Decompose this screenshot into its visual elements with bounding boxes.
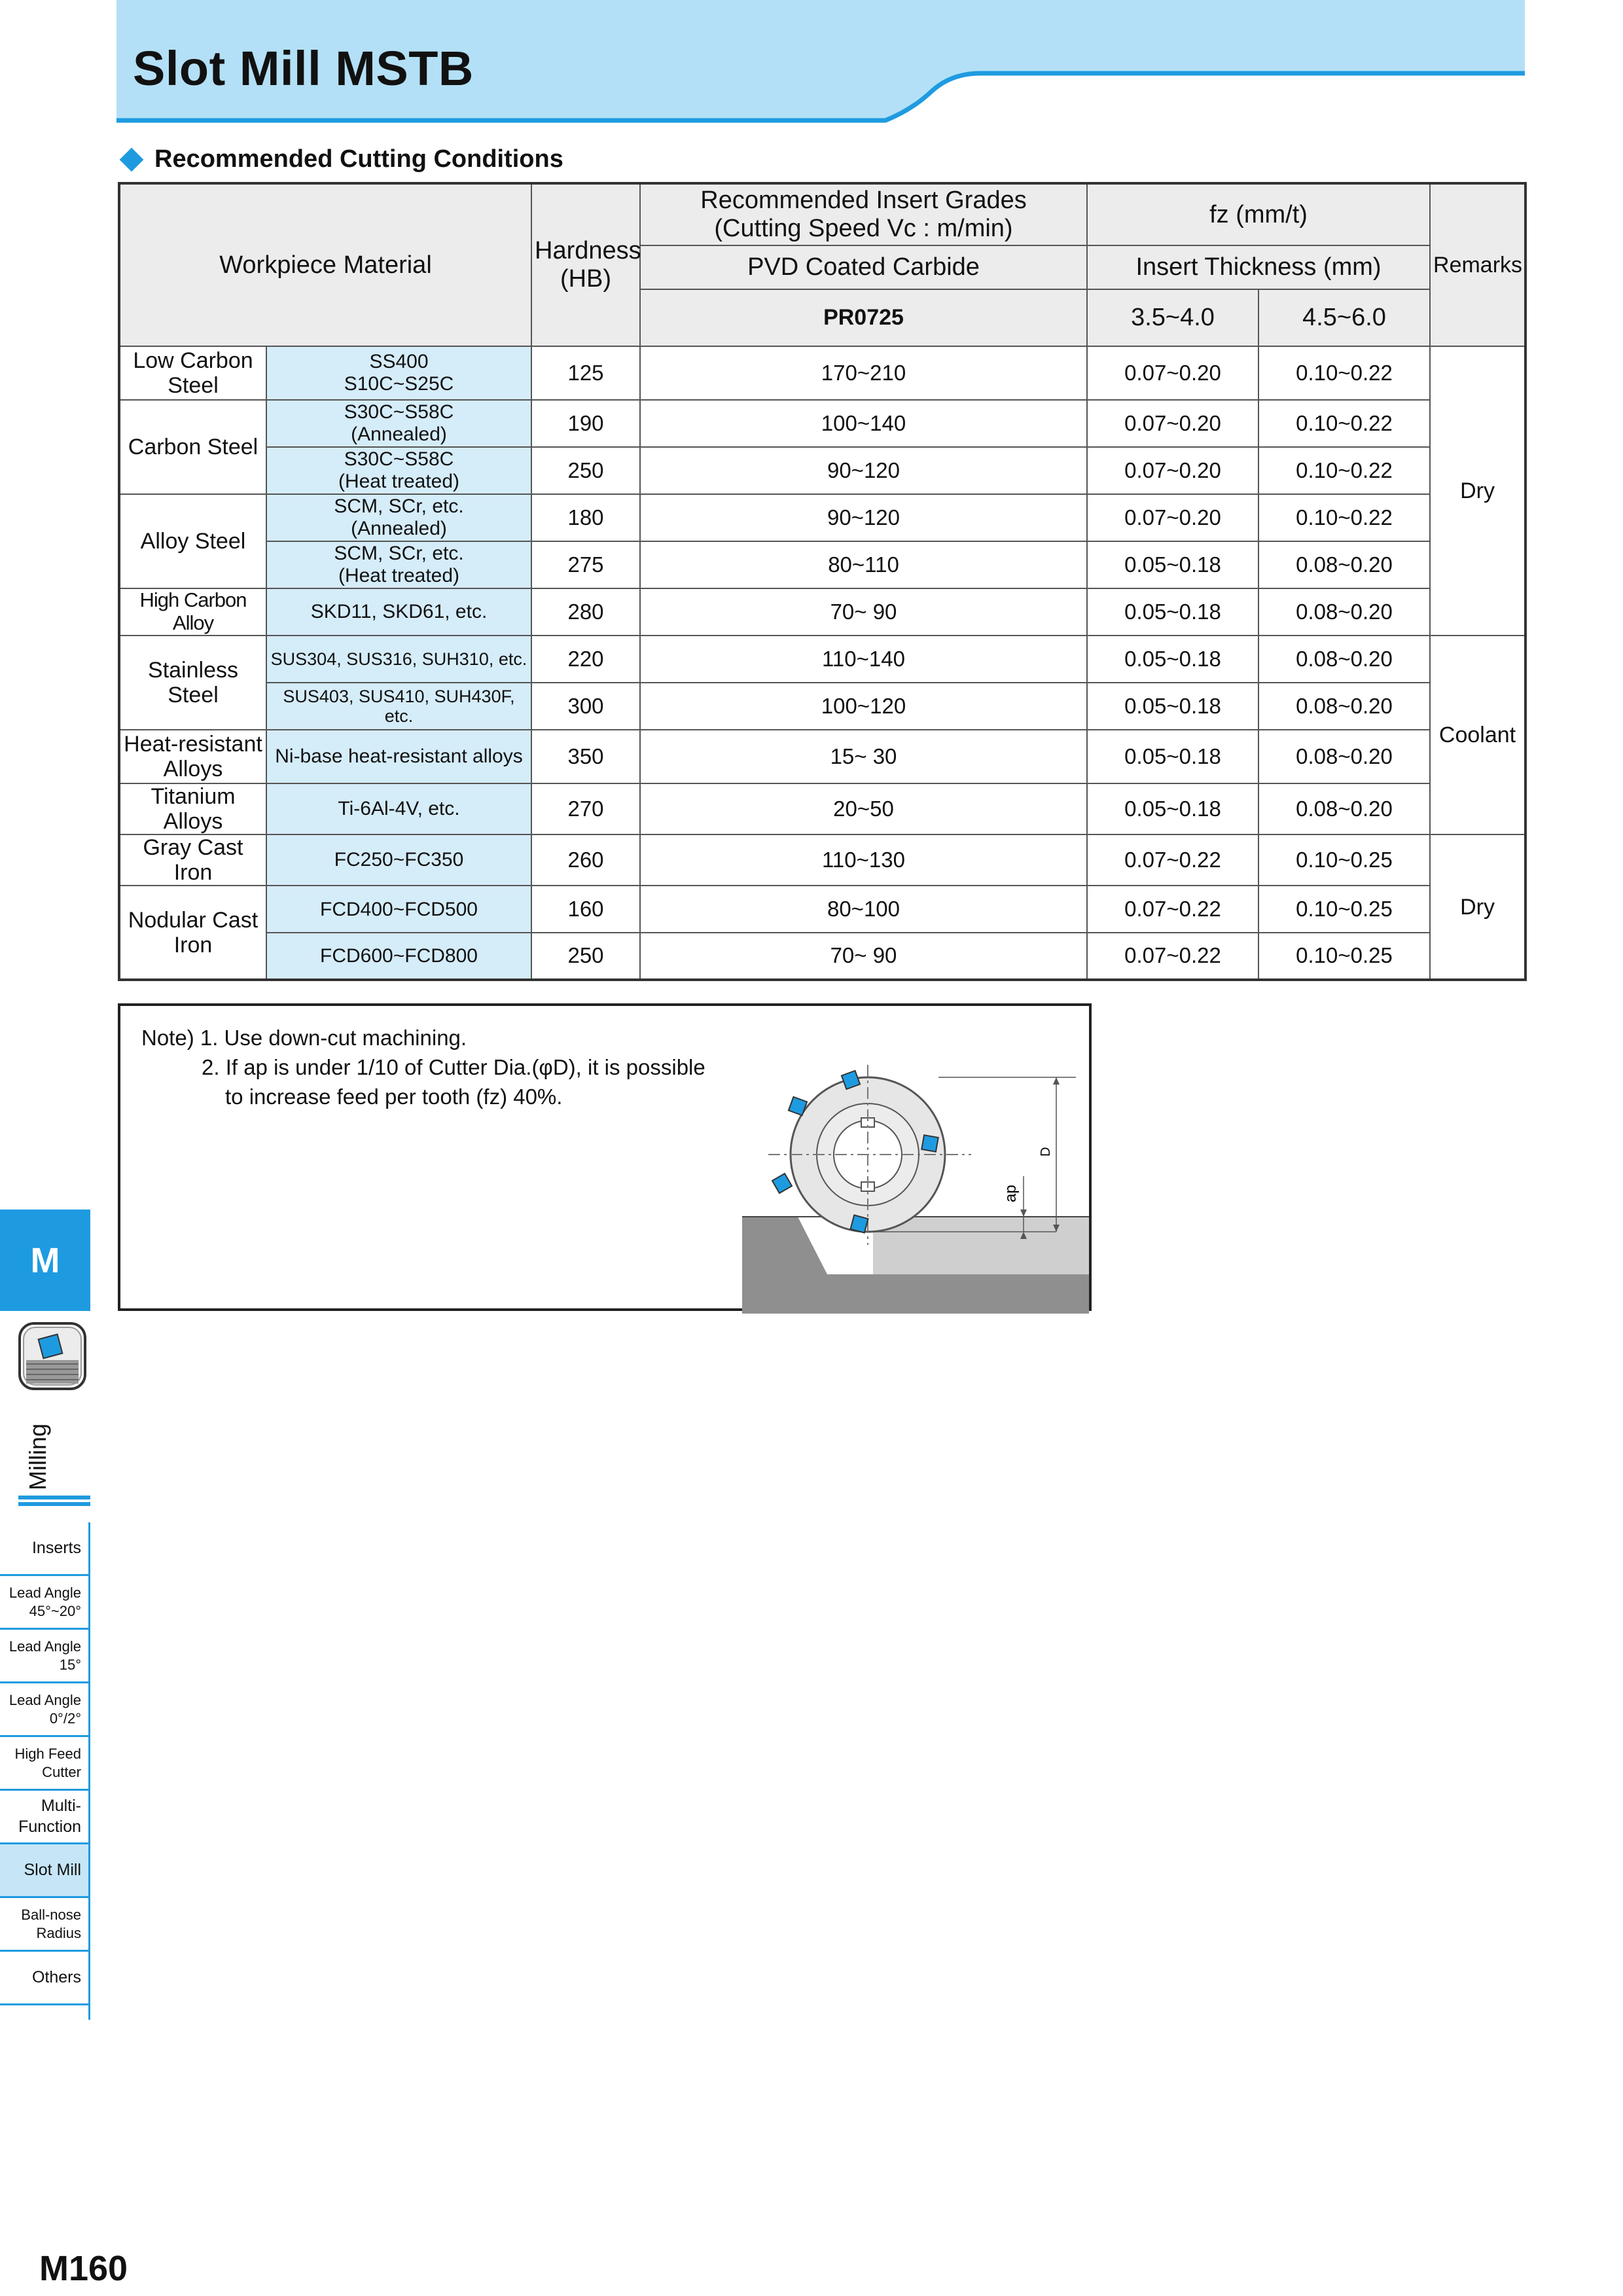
table-row — [119, 494, 1525, 541]
cutting-conditions-table — [118, 182, 1527, 981]
hardness-cell: 250 — [531, 447, 640, 494]
header-t2: 4.5~6.0 — [1258, 289, 1430, 346]
diamond-bullet-icon — [120, 147, 144, 171]
speed-cell: 70~ 90 — [640, 588, 1087, 636]
sidebar-item-slot-mill[interactable]: Slot Mill — [0, 1844, 90, 1898]
grade-cell: Ni-base heat-resistant alloys — [266, 730, 531, 783]
table-row — [119, 933, 1525, 980]
fz1-cell: 0.05~0.18 — [1087, 636, 1258, 683]
sidebar-item-lead-angle-45-20[interactable]: Lead Angle 45°~20° — [0, 1576, 90, 1630]
hardness-cell: 125 — [531, 346, 640, 400]
material-group: High Carbon Alloy — [119, 588, 266, 636]
speed-cell: 70~ 90 — [640, 933, 1087, 980]
note-line-3: to increase feed per tooth (fz) 40%. — [225, 1085, 563, 1109]
grade-cell: SCM, SCr, etc. (Annealed) — [266, 494, 531, 541]
sidebar-item-ball-nose-radius[interactable]: Ball-nose Radius — [0, 1898, 90, 1952]
grade-cell: S30C~S58C (Annealed) — [266, 400, 531, 447]
hardness-cell: 220 — [531, 636, 640, 683]
hardness-cell: 260 — [531, 834, 640, 886]
speed-cell: 110~140 — [640, 636, 1087, 683]
header-workpiece: Workpiece Material — [119, 183, 531, 346]
fz2-cell: 0.10~0.22 — [1258, 400, 1430, 447]
fz1-cell: 0.07~0.22 — [1087, 834, 1258, 886]
remarks-dry-2: Dry — [1430, 834, 1525, 980]
sidebar-item-others[interactable]: Others — [0, 1952, 90, 2005]
fz1-cell: 0.05~0.18 — [1087, 730, 1258, 783]
header-grades: Recommended Insert Grades (Cutting Speed Vc : m/min) — [640, 183, 1087, 245]
material-group: Low Carbon Steel — [119, 346, 266, 400]
grade-cell: FCD400~FCD500 — [266, 886, 531, 933]
speed-cell: 80~100 — [640, 886, 1087, 933]
fz2-cell: 0.10~0.25 — [1258, 886, 1430, 933]
fz2-cell: 0.08~0.20 — [1258, 636, 1430, 683]
header-remarks: Remarks — [1430, 183, 1525, 346]
speed-cell: 90~120 — [640, 447, 1087, 494]
fz2-cell: 0.08~0.20 — [1258, 730, 1430, 783]
material-group: Alloy Steel — [119, 494, 266, 588]
table-row — [119, 588, 1525, 636]
fz2-cell: 0.10~0.25 — [1258, 933, 1430, 980]
speed-cell: 20~50 — [640, 783, 1087, 834]
section-tab-m[interactable]: M — [0, 1210, 90, 1311]
sidebar-accent-lines — [18, 1496, 90, 1509]
header-pvd: PVD Coated Carbide — [640, 245, 1087, 289]
hardness-cell: 250 — [531, 933, 640, 980]
fz2-cell: 0.10~0.25 — [1258, 834, 1430, 886]
material-group: Heat-resistant Alloys — [119, 730, 266, 783]
hardness-cell: 190 — [531, 400, 640, 447]
table-row — [119, 730, 1525, 783]
table-row — [119, 886, 1525, 933]
grade-cell: S30C~S58C (Heat treated) — [266, 447, 531, 494]
table-row — [119, 636, 1525, 683]
remarks-dry: Dry — [1430, 346, 1525, 636]
fz2-cell: 0.08~0.20 — [1258, 588, 1430, 636]
speed-cell: 170~210 — [640, 346, 1087, 400]
fz2-cell: 0.08~0.20 — [1258, 541, 1430, 588]
fz1-cell: 0.07~0.22 — [1087, 886, 1258, 933]
fz1-cell: 0.05~0.18 — [1087, 588, 1258, 636]
fz1-cell: 0.05~0.18 — [1087, 541, 1258, 588]
speed-cell: 100~140 — [640, 400, 1087, 447]
fz1-cell: 0.05~0.18 — [1087, 683, 1258, 730]
material-group: Nodular Cast Iron — [119, 886, 266, 980]
fz1-cell: 0.07~0.22 — [1087, 933, 1258, 980]
sidebar-item-high-feed-cutter[interactable]: High Feed Cutter — [0, 1737, 90, 1791]
grade-cell: Ti-6Al-4V, etc. — [266, 783, 531, 834]
milling-icon — [18, 1322, 86, 1390]
sidebar-item-lead-angle-15[interactable]: Lead Angle 15° — [0, 1630, 90, 1683]
table-row — [119, 683, 1525, 730]
fz2-cell: 0.10~0.22 — [1258, 346, 1430, 400]
speed-cell: 90~120 — [640, 494, 1087, 541]
material-group: Gray Cast Iron — [119, 834, 266, 886]
grade-cell: SKD11, SKD61, etc. — [266, 588, 531, 636]
label-d: D — [1039, 1147, 1053, 1157]
table-row — [119, 834, 1525, 886]
hardness-cell: 275 — [531, 541, 640, 588]
table-row — [119, 783, 1525, 834]
grade-cell: FC250~FC350 — [266, 834, 531, 886]
fz2-cell: 0.10~0.22 — [1258, 447, 1430, 494]
sidebar-item-lead-angle-0-2[interactable]: Lead Angle 0°/2° — [0, 1683, 90, 1737]
label-ap: ap — [1002, 1185, 1020, 1202]
grade-cell: FCD600~FCD800 — [266, 933, 531, 980]
sidebar-item-multi-function[interactable]: Multi- Function — [0, 1791, 90, 1844]
speed-cell: 100~120 — [640, 683, 1087, 730]
page-number: M160 — [39, 2249, 128, 2288]
sidebar-border — [88, 1522, 90, 2020]
fz1-cell: 0.07~0.20 — [1087, 346, 1258, 400]
table-row — [119, 400, 1525, 447]
hardness-cell: 300 — [531, 683, 640, 730]
header-t1: 3.5~4.0 — [1087, 289, 1258, 346]
grade-cell: SS400 S10C~S25C — [266, 346, 531, 400]
note-line-1: Note) 1. Use down-cut machining. — [141, 1026, 467, 1050]
header-thickness: Insert Thickness (mm) — [1087, 245, 1430, 289]
sidebar-item-inserts[interactable]: Inserts — [0, 1522, 90, 1576]
header-hardness: Hardness (HB) — [531, 183, 640, 346]
fz2-cell: 0.08~0.20 — [1258, 783, 1430, 834]
section-title: Recommended Cutting Conditions — [154, 145, 563, 173]
hardness-cell: 280 — [531, 588, 640, 636]
hardness-cell: 160 — [531, 886, 640, 933]
hardness-cell: 180 — [531, 494, 640, 541]
fz2-cell: 0.08~0.20 — [1258, 683, 1430, 730]
table-row — [119, 447, 1525, 494]
fz1-cell: 0.07~0.20 — [1087, 447, 1258, 494]
material-group: Titanium Alloys — [119, 783, 266, 834]
speed-cell: 110~130 — [640, 834, 1087, 886]
material-group: Stainless Steel — [119, 636, 266, 730]
fz2-cell: 0.10~0.22 — [1258, 494, 1430, 541]
header-grade-pr0725: PR0725 — [640, 289, 1087, 346]
grade-cell: SUS403, SUS410, SUH430F, etc. — [266, 683, 531, 730]
table-row — [119, 541, 1525, 588]
section-heading — [119, 145, 563, 173]
slot-mill-diagram — [742, 1045, 1089, 1314]
material-group: Carbon Steel — [119, 400, 266, 494]
header-fz: fz (mm/t) — [1087, 183, 1430, 245]
sidebar-nav — [0, 1522, 90, 2005]
speed-cell: 15~ 30 — [640, 730, 1087, 783]
table-row — [119, 346, 1525, 400]
category-label: Milling — [24, 1423, 51, 1491]
fz1-cell: 0.07~0.20 — [1087, 400, 1258, 447]
note-line-2: 2. If ap is under 1/10 of Cutter Dia.(φD), it is possible — [202, 1055, 705, 1079]
speed-cell: 80~110 — [640, 541, 1087, 588]
page-title: Slot Mill MSTB — [133, 41, 474, 96]
fz1-cell: 0.07~0.20 — [1087, 494, 1258, 541]
grade-cell: SUS304, SUS316, SUH310, etc. — [266, 636, 531, 683]
fz1-cell: 0.05~0.18 — [1087, 783, 1258, 834]
hardness-cell: 350 — [531, 730, 640, 783]
hardness-cell: 270 — [531, 783, 640, 834]
note-box — [118, 1003, 1092, 1311]
grade-cell: SCM, SCr, etc. (Heat treated) — [266, 541, 531, 588]
remarks-coolant: Coolant — [1430, 636, 1525, 834]
